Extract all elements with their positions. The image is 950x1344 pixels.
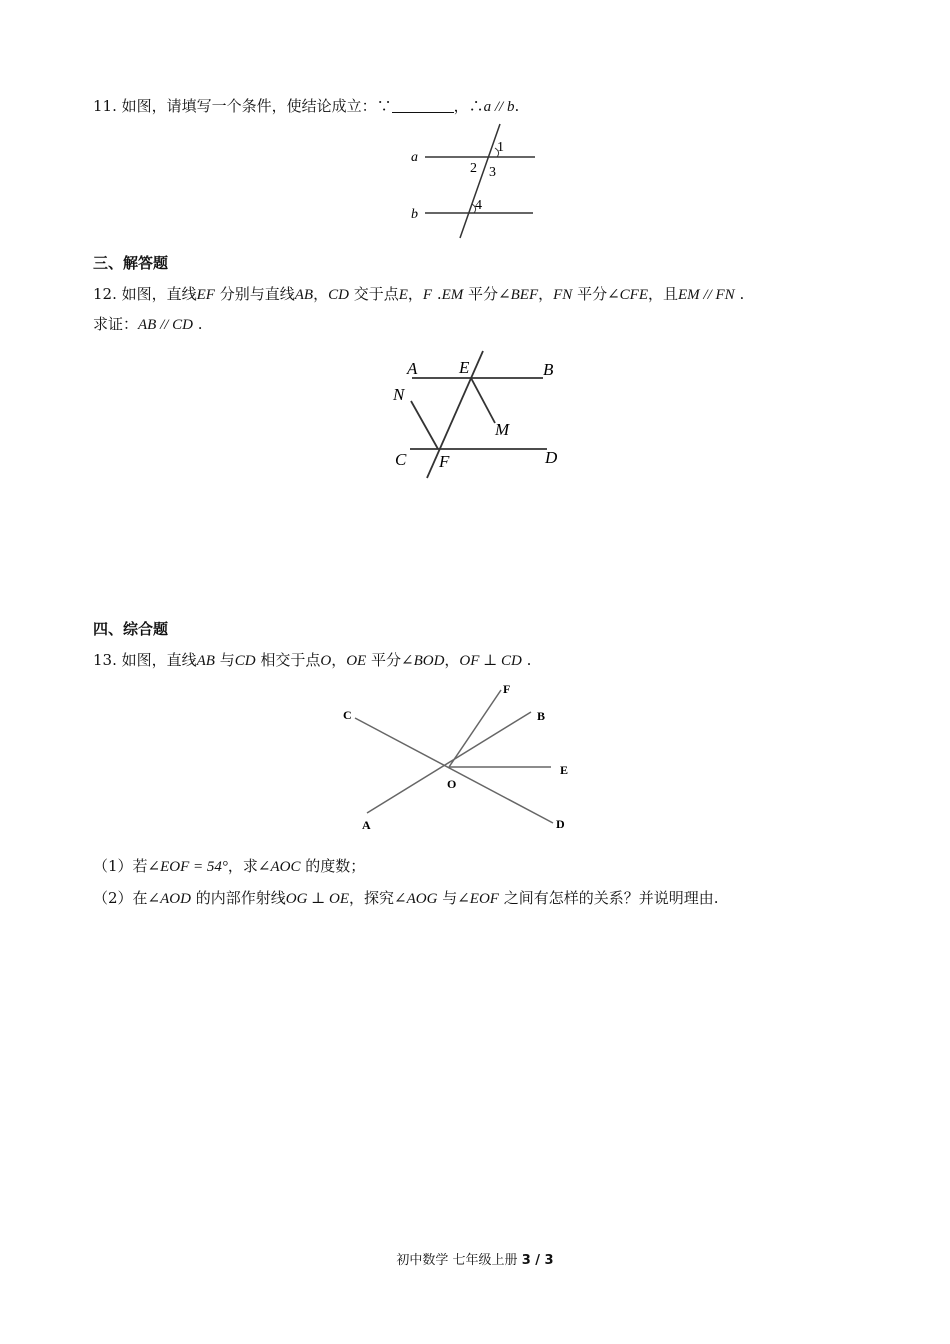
label-M: M: [495, 420, 510, 439]
q11-end: .: [514, 97, 520, 115]
label-E: E: [560, 763, 569, 777]
label-F: F: [439, 452, 450, 471]
label-1: 1: [497, 140, 504, 155]
q12-text: 12. 如图，直线EF 分别与直线AB，CD 交于点E，F .EM 平分∠BEF，FN 平分∠CFE，且EM // FN .: [93, 285, 745, 303]
label-D: D: [545, 448, 558, 467]
label-b: b: [411, 207, 418, 222]
label-N: N: [393, 385, 405, 404]
section-3-title: 三、解答题: [93, 254, 169, 272]
label-C: C: [395, 450, 407, 469]
footer-text: 初中数学 七年级上册: [396, 1253, 522, 1268]
q11-prefix: 11. 如图，请填写一个条件，使结论成立：∵: [93, 97, 392, 115]
transversal: [460, 124, 500, 238]
q12-proof: 求证：AB // CD .: [93, 315, 203, 333]
ray-em: [471, 378, 495, 423]
label-2: 2: [470, 161, 477, 176]
q11-figure: [405, 120, 545, 245]
q11-text: [93, 96, 519, 117]
ray-of: [449, 690, 501, 767]
label-E: E: [459, 358, 470, 377]
q13-figure: [335, 678, 585, 838]
ray-fn: [411, 401, 438, 449]
q11-answer-blank[interactable]: [392, 98, 454, 113]
line-cd: [355, 718, 553, 823]
line-ef: [427, 351, 483, 478]
q13-sub2: （2）在∠AOD 的内部作射线OG ⊥ OE，探究∠AOG 与∠EOF 之间有怎样的关系？并说明理由.: [93, 889, 719, 907]
label-C: C: [343, 708, 352, 722]
label-4: 4: [475, 198, 482, 213]
label-A: A: [407, 359, 418, 378]
q13-sub1: （1）若∠EOF = 54°，求∠AOC 的度数；: [93, 857, 366, 875]
label-D: D: [556, 817, 565, 831]
label-O: O: [447, 777, 457, 791]
page-footer: [0, 1249, 950, 1268]
label-3: 3: [489, 165, 496, 180]
label-B: B: [537, 709, 546, 723]
q12-figure: [385, 345, 570, 485]
label-a: a: [411, 150, 418, 165]
label-F: F: [503, 682, 511, 696]
label-A: A: [362, 818, 371, 832]
q11-middle: ，∴: [453, 97, 484, 115]
q11-conclusion: a // b: [483, 99, 515, 115]
section-4-title: 四、综合题: [93, 620, 169, 638]
q13-text: 13. 如图，直线AB 与CD 相交于点O，OE 平分∠BOD，OF ⊥ CD .: [93, 651, 532, 669]
label-B: B: [543, 360, 554, 379]
page-number: 3 / 3: [521, 1253, 554, 1268]
